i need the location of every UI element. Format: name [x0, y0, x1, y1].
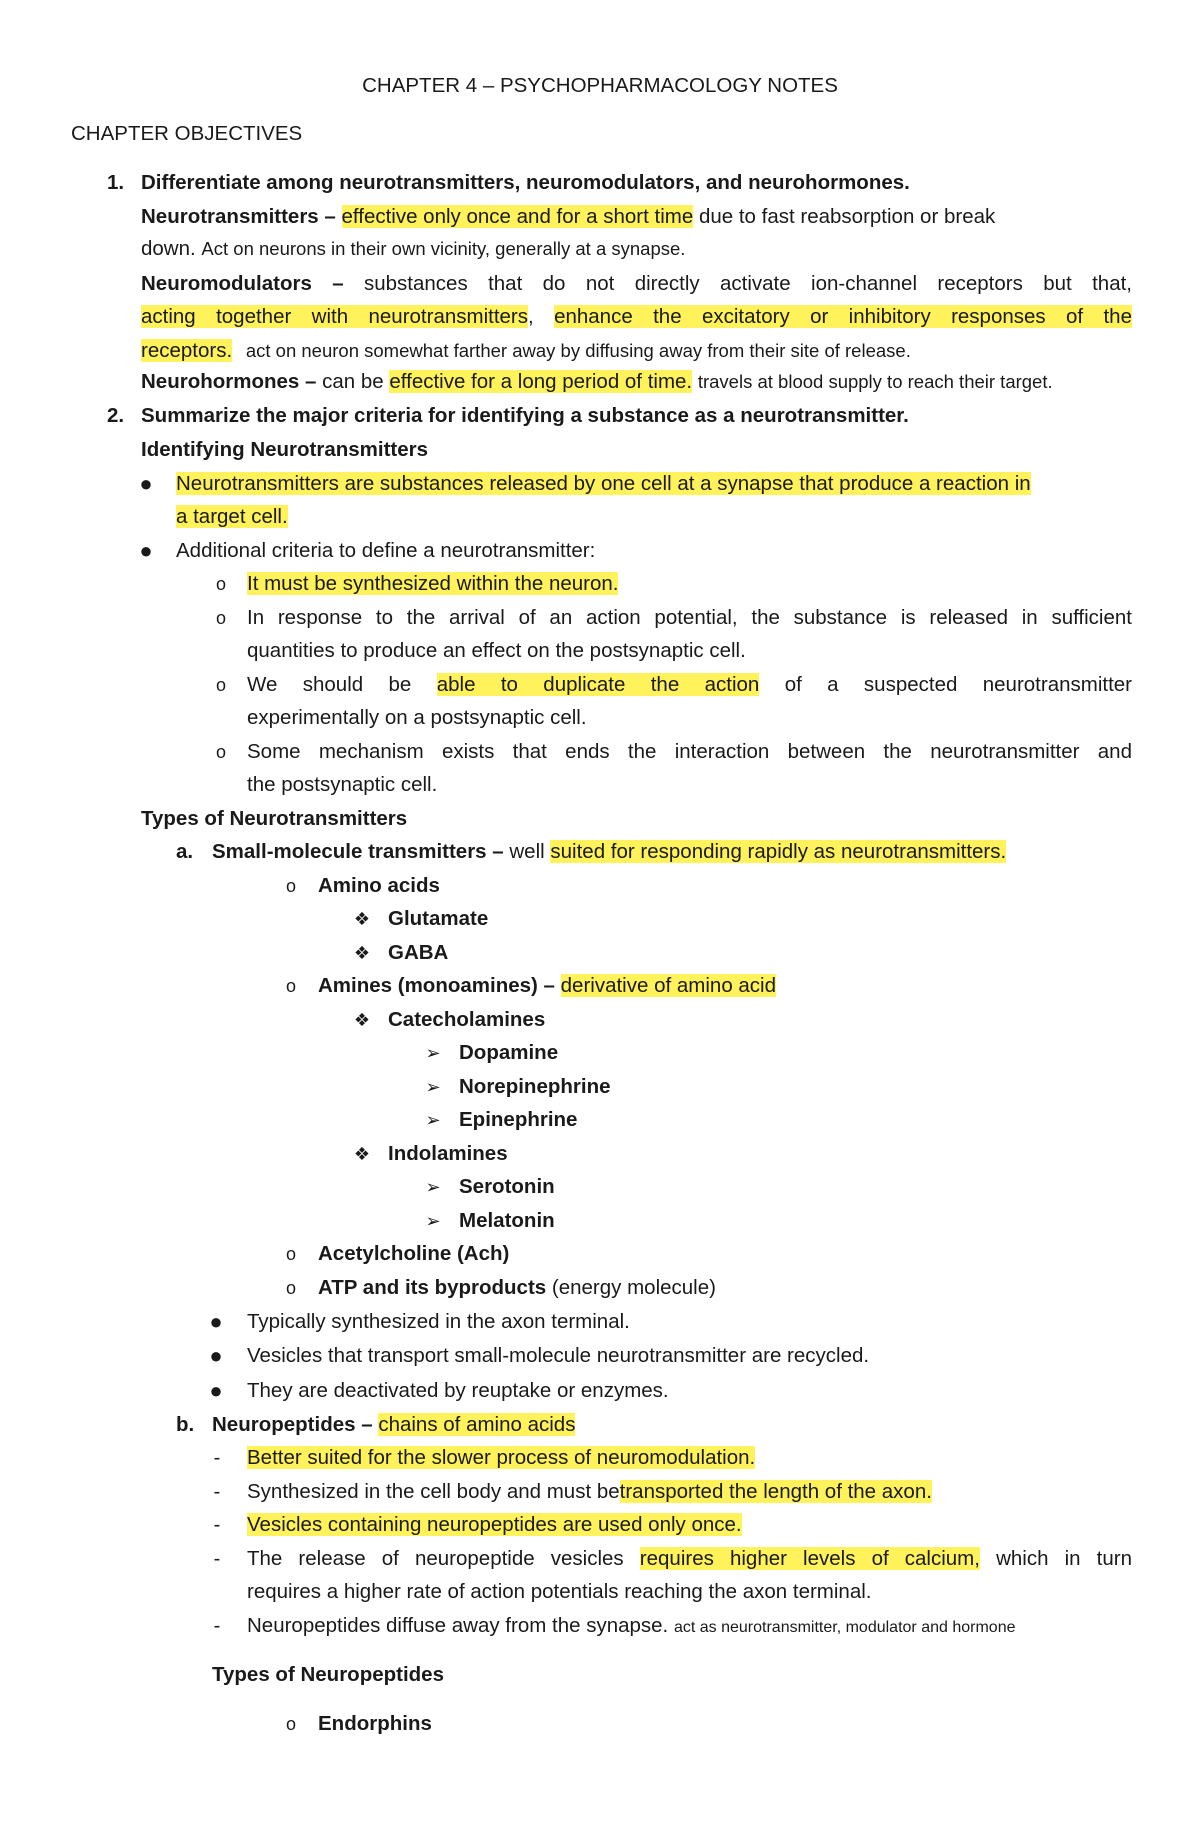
circle-bullet-icon: o — [215, 742, 226, 762]
objective-1-heading: Differentiate among neurotransmitters, neuromodulators, and neurohormones. — [141, 171, 910, 194]
criterion-3-text: We should be — [247, 673, 412, 696]
diamond-bullet-icon: ❖ — [353, 1010, 371, 1030]
bullet-icon: ● — [139, 471, 153, 496]
neuromodulators-definition — [141, 271, 1132, 297]
amino-acids: Amino acids — [318, 874, 440, 897]
neurohormones-term: Neurohormones – — [141, 370, 317, 393]
neurohormones-definition — [141, 369, 1053, 395]
neurotransmitters-note: Act on neurons in their own vicinity, generally at a synapse. — [201, 238, 686, 259]
neuropeptides-term: Neuropeptides – — [212, 1413, 373, 1436]
indolamines: Indolamines — [388, 1142, 508, 1165]
diamond-bullet-icon: ❖ — [353, 1144, 371, 1164]
glutamate: Glutamate — [388, 907, 489, 930]
endorphins: Endorphins — [318, 1712, 432, 1735]
epinephrine: Epinephrine — [459, 1108, 578, 1131]
criterion-4-cont: the postsynaptic cell. — [247, 773, 438, 796]
objective-number-2: 2. — [107, 404, 125, 427]
list-label-b: b. — [176, 1413, 195, 1436]
neuropeptide-fact-3 — [247, 1512, 742, 1538]
melatonin: Melatonin — [459, 1209, 555, 1232]
neuromodulators-definition-cont — [141, 304, 1132, 330]
bullet-icon: ● — [209, 1309, 223, 1334]
neuromodulators-term: Neuromodulators – — [141, 272, 344, 295]
objective-number-1: 1. — [107, 171, 125, 194]
neurohormones-text: can be — [322, 370, 384, 393]
list-label-a: a. — [176, 840, 194, 863]
criterion-3-highlight: able to duplicate the action — [436, 673, 760, 696]
neuropeptide-fact-3-text: Vesicles containing neuropeptides are used only once. — [247, 1513, 742, 1536]
circle-bullet-icon: o — [285, 1244, 296, 1264]
neuromodulators-definition-end — [141, 338, 911, 364]
page-title: CHAPTER 4 – PSYCHOPHARMACOLOGY NOTES — [362, 74, 838, 97]
types-heading: Types of Neurotransmitters — [141, 807, 408, 830]
dash-bullet-icon: - — [213, 1548, 221, 1570]
arrow-bullet-icon: ➢ — [425, 1211, 441, 1231]
neurotransmitters-term: Neurotransmitters – — [141, 205, 336, 228]
criterion-2-cont: quantities to produce an effect on the postsynaptic cell. — [247, 639, 746, 662]
neuromodulators-highlight-3: receptors. — [141, 339, 233, 362]
neurotransmitters-definition — [141, 204, 995, 230]
amines — [318, 973, 776, 999]
objectives-heading: CHAPTER OBJECTIVES — [71, 122, 303, 145]
criterion-3 — [247, 672, 1132, 698]
serotonin: Serotonin — [459, 1175, 555, 1198]
neuromodulators-note: act on neuron somewhat farther away by diffusing away from their site of release. — [245, 340, 911, 361]
arrow-bullet-icon: ➢ — [425, 1077, 441, 1097]
criterion-1-text: It must be synthesized within the neuron. — [247, 572, 619, 595]
diamond-bullet-icon: ❖ — [353, 943, 371, 963]
criterion-3-text-end: of a suspected neurotransmitter — [784, 673, 1132, 696]
small-molecule-term: Small-molecule transmitters – — [212, 840, 504, 863]
neuropeptide-fact-5-text: Neuropeptides diffuse away from the synapse. — [247, 1614, 669, 1637]
catecholamines: Catecholamines — [388, 1008, 546, 1031]
neuropeptide-fact-1 — [247, 1445, 755, 1471]
small-molecule-transmitters — [212, 839, 1006, 865]
neurohormones-note: travels at blood supply to reach their target. — [697, 371, 1053, 392]
neurotransmitters-text-cont: down. — [141, 237, 196, 260]
atp — [318, 1275, 716, 1301]
bullet-icon: ● — [209, 1343, 223, 1368]
norepinephrine: Norepinephrine — [459, 1075, 611, 1098]
criterion-3-cont: experimentally on a postsynaptic cell. — [247, 706, 587, 729]
neurohormones-highlight: effective for a long period of time. — [389, 370, 693, 393]
neuropeptide-fact-2-text: Synthesized in the cell body and must be — [247, 1480, 620, 1503]
dash-bullet-icon: - — [213, 1447, 221, 1469]
neuromodulators-text: substances that do not directly activate ion-channel receptors but that, — [364, 272, 1132, 295]
neuropeptide-fact-5-note: act as neurotransmitter, modulator and hormone — [673, 1619, 1016, 1636]
neuropeptides-highlight: chains of amino acids — [378, 1413, 576, 1436]
neurotransmitters-highlight: effective only once and for a short time — [341, 205, 694, 228]
neuromodulators-highlight-2: enhance the excitatory or inhibitory responses of the — [554, 305, 1132, 328]
acetylcholine: Acetylcholine (Ach) — [318, 1242, 510, 1265]
small-molecule-text: well — [509, 840, 545, 863]
neuropeptide-fact-4 — [247, 1546, 1132, 1572]
neurotransmitters-text: due to fast reabsorption or break — [698, 205, 996, 228]
neuropeptides — [212, 1412, 575, 1438]
criterion-1 — [247, 571, 618, 597]
arrow-bullet-icon: ➢ — [425, 1110, 441, 1130]
comma: , — [528, 305, 534, 328]
gaba: GABA — [388, 941, 449, 964]
dash-bullet-icon: - — [213, 1514, 221, 1536]
criterion-4 — [247, 739, 1132, 765]
neurotransmitters-definition-cont — [141, 236, 685, 262]
small-molecule-highlight: suited for responding rapidly as neurotransmitters. — [550, 840, 1007, 863]
neuropeptide-fact-5 — [247, 1613, 1015, 1641]
circle-bullet-icon: o — [285, 1714, 296, 1734]
criteria-bullet-1-cont — [176, 504, 288, 530]
criterion-2 — [247, 605, 1132, 631]
criteria-bullet-1-text-cont: a target cell. — [176, 505, 288, 528]
neuropeptide-fact-2 — [247, 1479, 932, 1505]
circle-bullet-icon: o — [285, 1278, 296, 1298]
criteria-bullet-1-text: Neurotransmitters are substances released by one cell at a synapse that produce a reaction in — [176, 472, 1031, 495]
neuromodulators-highlight-1: acting together with neurotransmitters — [141, 305, 528, 328]
diamond-bullet-icon: ❖ — [353, 909, 371, 929]
objective-2-heading: Summarize the major criteria for identifying a substance as a neurotransmitter. — [141, 404, 909, 427]
atp-term: ATP and its byproducts — [318, 1276, 547, 1299]
arrow-bullet-icon: ➢ — [425, 1177, 441, 1197]
arrow-bullet-icon: ➢ — [425, 1043, 441, 1063]
neuropeptide-fact-2-highlight: transported the length of the axon. — [619, 1480, 932, 1503]
neuropeptide-fact-1-text: Better suited for the slower process of neuromodulation. — [247, 1446, 756, 1469]
neuropeptide-fact-4-highlight: requires higher levels of calcium, — [639, 1547, 980, 1570]
criteria-bullet-2: Additional criteria to define a neurotransmitter: — [176, 539, 596, 562]
neuropeptide-fact-4-text-end: which in turn — [996, 1547, 1132, 1570]
small-molecule-fact-2: Vesicles that transport small-molecule neurotransmitter are recycled. — [247, 1344, 870, 1367]
criterion-4-text: Some mechanism exists that ends the interaction between the neurotransmitter and — [247, 740, 1132, 763]
amines-highlight: derivative of amino acid — [560, 974, 777, 997]
dash-bullet-icon: - — [213, 1615, 221, 1637]
small-molecule-fact-1: Typically synthesized in the axon terminal. — [247, 1310, 630, 1333]
circle-bullet-icon: o — [215, 608, 226, 628]
dash-bullet-icon: - — [213, 1481, 221, 1503]
types-of-neuropeptides-heading: Types of Neuropeptides — [212, 1663, 444, 1686]
neuropeptide-fact-4-text: The release of neuropeptide vesicles — [247, 1547, 624, 1570]
criterion-2-text: In response to the arrival of an action potential, the substance is released in sufficient — [247, 606, 1132, 629]
amines-term: Amines (monoamines) – — [318, 974, 555, 997]
atp-text: (energy molecule) — [551, 1276, 716, 1299]
small-molecule-fact-3: They are deactivated by reuptake or enzymes. — [247, 1379, 669, 1402]
bullet-icon: ● — [139, 538, 153, 563]
circle-bullet-icon: o — [215, 574, 226, 594]
criteria-bullet-1 — [176, 471, 1031, 497]
bullet-icon: ● — [209, 1378, 223, 1403]
identifying-heading: Identifying Neurotransmitters — [141, 438, 429, 461]
neuropeptide-fact-4-cont: requires a higher rate of action potentials reaching the axon terminal. — [247, 1580, 872, 1603]
circle-bullet-icon: o — [285, 876, 296, 896]
dopamine: Dopamine — [459, 1041, 559, 1064]
circle-bullet-icon: o — [215, 675, 226, 695]
circle-bullet-icon: o — [285, 976, 296, 996]
